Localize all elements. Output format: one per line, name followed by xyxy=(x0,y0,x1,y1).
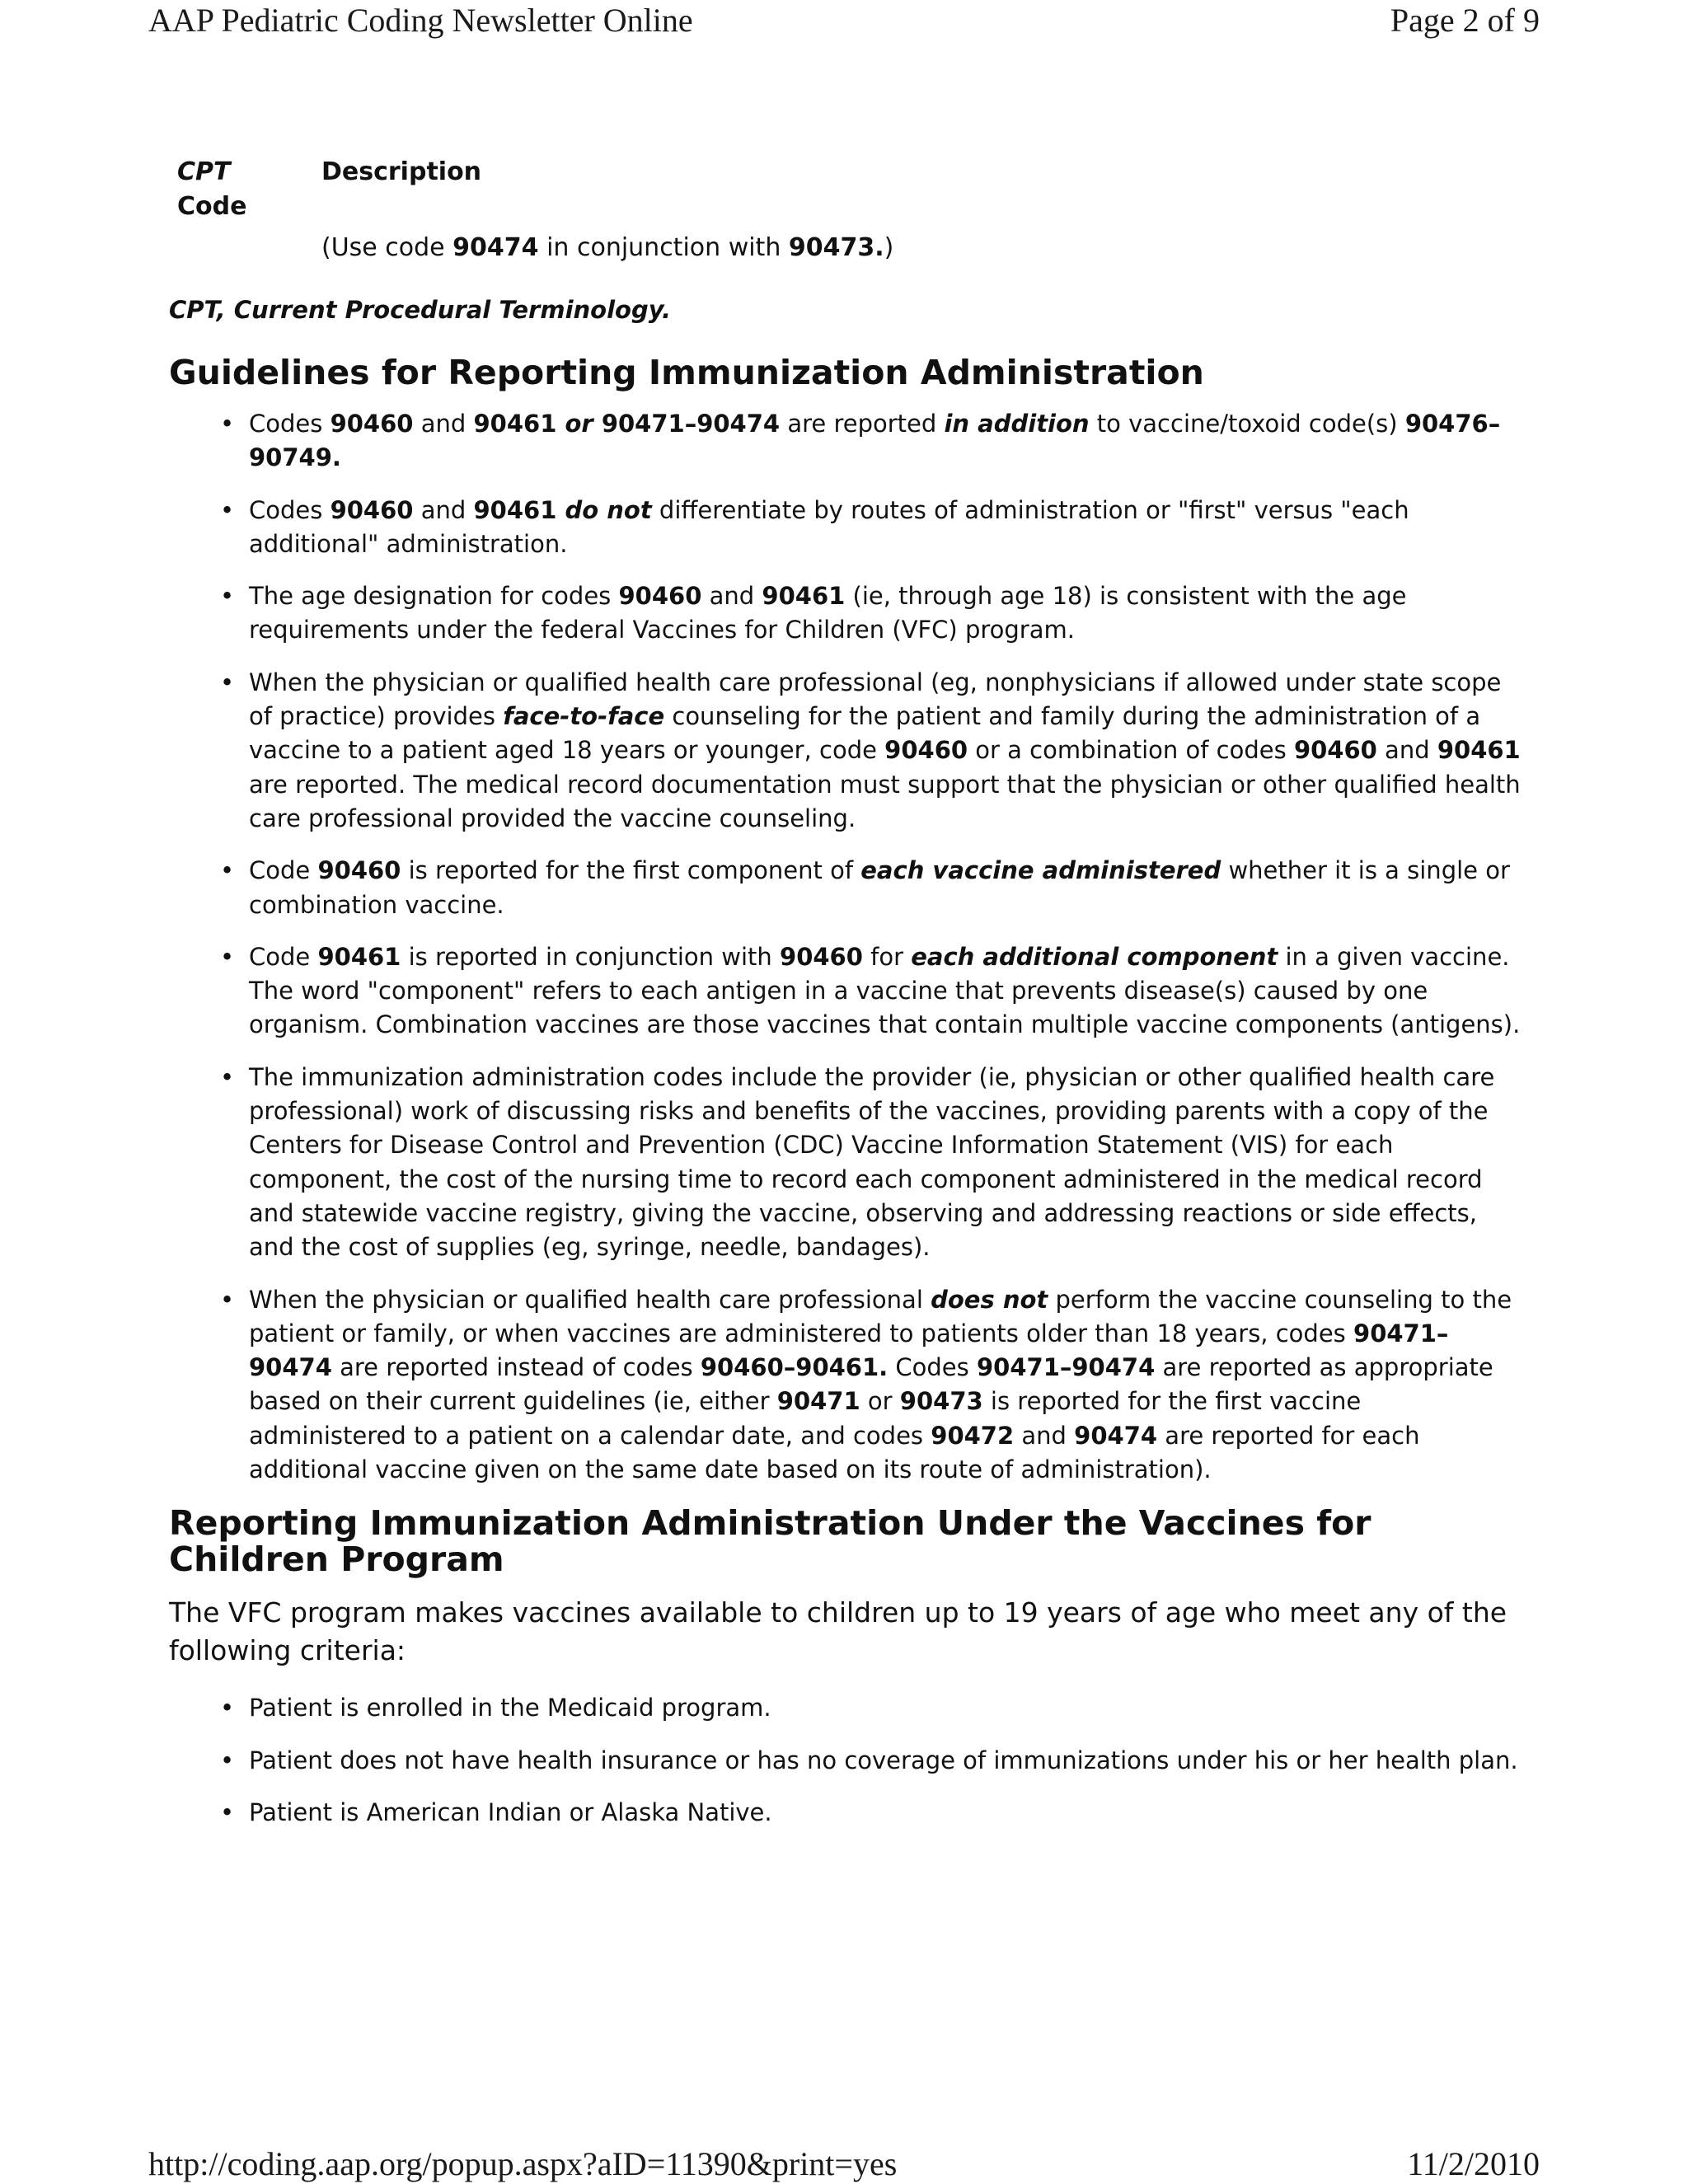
bullet-icon: • xyxy=(220,1797,235,1826)
list-item: • Patient is American Indian or Alaska Native. xyxy=(169,1796,1521,1830)
table-header-row xyxy=(177,155,893,224)
article-content xyxy=(169,155,1521,1848)
bullet-icon: • xyxy=(220,1746,235,1774)
bullet-icon: • xyxy=(220,1062,235,1091)
bullet-icon: • xyxy=(220,856,235,885)
list-item: • The immunization administration codes include the provider (ie, physician or other qualified health care professional) work of discussing risks and benefits of the vaccines, providing parents with a copy of the Centers for Disease Control and Prevention (CDC) Vaccine Information Statement (VIS) for each component, the cost of the nursing time to record each component administered in the medical record and statewide vaccine registry, giving the vaccine, observing and addressing reactions or side effects, and the cost of supplies (eg, syringe, needle, bandages). xyxy=(169,1061,1521,1265)
list-item: • Codes 90460 and 90461 do not differentiate by routes of administration or "first" versus "each additional" administration. xyxy=(169,494,1521,562)
list-item: • When the physician or qualified health care professional (eg, nonphysicians if allowed under state scope of practice) provides face-to-face counseling for the patient and family during the administration of a vaccine to a patient aged 18 years or younger, code 90460 or a combination of codes 90460 and 90461 are reported. The medical record documentation must support that the physician or other qualified health care professional provided the vaccine counseling. xyxy=(169,666,1521,836)
vfc-criteria-list xyxy=(169,1691,1521,1830)
newsletter-title: AAP Pediatric Coding Newsletter Online xyxy=(148,2,693,39)
cpt-code-table xyxy=(177,155,893,265)
page-url: http://coding.aap.org/popup.aspx?aID=11390&print=yes xyxy=(148,2145,898,2182)
cpt-code-header: CPT Code xyxy=(177,157,247,221)
bullet-icon: • xyxy=(220,582,235,611)
list-item: • Code 90460 is reported for the first component of each vaccine administered whether it is a single or combination vaccine. xyxy=(169,854,1521,922)
list-item: • Patient does not have health insurance or has no coverage of immunizations under his or her health plan. xyxy=(169,1744,1521,1778)
table-footnote: CPT, Current Procedural Terminology. xyxy=(169,296,671,324)
table-cell-description: (Use code 90474 in conjunction with 90473.) xyxy=(321,233,894,262)
print-date: 11/2/2010 xyxy=(1407,2145,1540,2182)
print-header xyxy=(148,0,1540,41)
list-item: • Patient is enrolled in the Medicaid program. xyxy=(169,1691,1521,1725)
vfc-intro: The VFC program makes vaccines available to children up to 19 years of age who meet any of the following criteria: xyxy=(169,1596,1507,1667)
section-heading-guidelines: Guidelines for Reporting Immunization Administration xyxy=(169,353,1204,392)
bullet-icon: • xyxy=(220,495,235,524)
bullet-icon: • xyxy=(220,410,235,438)
section-heading-vfc: Reporting Immunization Administration Under the Vaccines for Children Program xyxy=(169,1503,1372,1580)
page-indicator: Page 2 of 9 xyxy=(1390,2,1540,39)
list-item: • The age designation for codes 90460 and 90461 (ie, through age 18) is consistent with the age requirements under the federal Vaccines for Children (VFC) program. xyxy=(169,579,1521,648)
list-item: • Codes 90460 and 90461 or 90471–90474 are reported in addition to vaccine/toxoid code(s) 90476–90749. xyxy=(169,407,1521,476)
table-cell-code xyxy=(177,224,321,265)
list-item: • Code 90461 is reported in conjunction with 90460 for each additional component in a given vaccine. The word "component" refers to each antigen in a vaccine that prevents disease(s) caused by one organism. Combination vaccines are those vaccines that contain multiple vaccine components (antigens). xyxy=(169,940,1521,1043)
guidelines-list xyxy=(169,407,1521,1487)
bullet-icon: • xyxy=(220,668,235,696)
bullet-icon: • xyxy=(220,1694,235,1722)
bullet-icon: • xyxy=(220,942,235,971)
description-header: Description xyxy=(321,157,482,186)
table-row xyxy=(177,224,893,265)
list-item: • When the physician or qualified health care professional does not perform the vaccine counseling to the patient or family, or when vaccines are administered to patients older than 18 years, codes 90471–90474 are reported instead of codes 90460–90461. Codes 90471–90474 are reported as appropriate based on their current guidelines (ie, either 90471 or 90473 is reported for the first vaccine administered to a patient on a calendar date, and codes 90472 and 90474 are reported for each additional vaccine given on the same date based on its route of administration). xyxy=(169,1283,1521,1488)
print-footer xyxy=(148,2144,1540,2184)
bullet-icon: • xyxy=(220,1285,235,1314)
